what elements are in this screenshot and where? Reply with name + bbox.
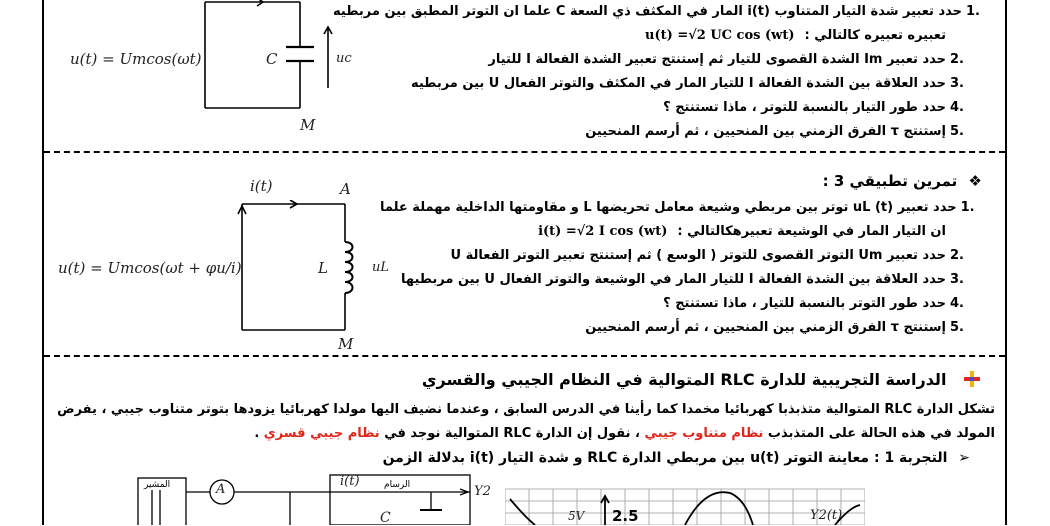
voltage-formula: u(t) =√2 UC cos (wt) (645, 28, 795, 43)
source-voltage-expression: u(t) = Umcos(ωt) (70, 50, 202, 68)
section-3-title (422, 370, 980, 389)
list-item (380, 316, 980, 340)
capacitor-label: C (380, 510, 391, 526)
question-text: حدد تعبير شدة التيار المتناوب i(t) المار في المكثف ذي السعة C علما ان التوتر المطبق بين مربطيه (333, 4, 963, 19)
question-text: حدد طور التوتر بالنسبة للتيار ، ماذا تستنتج ؟ (663, 296, 946, 311)
question-number: 3. (950, 272, 964, 287)
capacitor-voltage-label: uc (336, 51, 352, 66)
intro-paragraph-line2 (254, 422, 995, 445)
source-voltage-expression: u(t) = Umcos(ωt + φu/i) (58, 259, 242, 277)
node-m-label: M (300, 116, 316, 134)
inductor-label: L (318, 259, 328, 277)
question-number: 4. (950, 296, 964, 311)
section-divider (44, 355, 1005, 357)
para-text: ، نقول إن الدارة RLC المتوالية نوجد في (384, 426, 640, 441)
section-3-title-text: الدراسة التجريبية للدارة RLC المتوالية في النظام الجيبي والقسري (421, 370, 947, 389)
current-formula: i(t) =√2 I cos (wt) (538, 224, 668, 239)
coil-circuit-diagram (230, 200, 370, 340)
list-item (380, 48, 980, 72)
question-number: 4. (950, 100, 964, 115)
list-item (333, 0, 980, 24)
waveform-trace (510, 499, 535, 525)
coil-inductor (345, 242, 353, 293)
question-text: إستنتج τ الفرق الزمني بين المنحيين ، ثم أرسم المنحيين (585, 124, 946, 139)
list-item (380, 268, 980, 292)
question-number: 1. (966, 4, 980, 19)
coil-voltage-label: uL (372, 260, 390, 275)
exercise-3-title-text: تمرين تطبيقي 3 : (822, 172, 958, 190)
exercise-3-title (823, 172, 982, 190)
capacitor-label: C (266, 50, 278, 68)
scope-volt-division: 5V (568, 509, 585, 523)
current-label: i(t) (340, 474, 360, 489)
question-text: تعبيره تعبيره كالتالي : (804, 28, 946, 43)
experiment-1-title (383, 450, 970, 466)
question-number: 5. (950, 320, 964, 335)
question-text: ان التيار المار في الوشيعة تعبيرهكالتالي : (677, 224, 946, 239)
current-label: i(t) (250, 177, 273, 195)
list-item (380, 220, 980, 244)
resistor-label: المشير (144, 480, 171, 490)
list-item (380, 196, 980, 220)
current-arrowhead (257, 0, 263, 6)
list-item (380, 24, 980, 48)
list-item (380, 292, 980, 316)
question-number: 2. (950, 52, 964, 67)
list-item (380, 96, 980, 120)
rlc-experiment-circuit (130, 470, 500, 525)
question-text: حدد العلاقة بين الشدة الفعالة I للتيار المار في الوشيعة والتوتر الفعال U بين مربطيها (400, 272, 946, 287)
question-text: حدد تعبير Um التوتر القصوى للتوتر ( الوسع ) ثم إستنتج تعبير التوتر الفعالة U (450, 248, 946, 263)
question-number: 2. (950, 248, 964, 263)
node-m-label: M (338, 335, 354, 353)
list-item (380, 72, 980, 96)
question-number: 5. (950, 124, 964, 139)
diamond-bullet-icon: ❖ (968, 172, 982, 190)
node-a-label: A (340, 180, 351, 198)
y2-label: Y2 (474, 484, 491, 499)
scope-trace-label: Y2(t) (810, 508, 843, 523)
left-margin-rule (42, 0, 44, 525)
right-margin-rule (1005, 0, 1007, 525)
intro-paragraph-line1: تشكل الدارة RLC المتوالية متذبذبا كهربائيا مخمدا كما رأينا في الدرس السابق ، وعندما نضيف اليها مولدا كهربائيا يزودها بتوتر متناوب جيبي ، يفرض (57, 402, 995, 417)
channel-label: الرسام (384, 480, 411, 490)
pointer-bullet-icon (964, 371, 980, 387)
para-text: . (254, 426, 260, 441)
highlight-forced-regime: نظام جيبي قسري (263, 426, 380, 441)
waveform-trace (685, 492, 753, 525)
highlight-sine-regime: نظام متناوب جيبي (644, 426, 764, 441)
ammeter-label: A (216, 482, 226, 497)
question-number: 1. (960, 200, 975, 215)
question-number: 3. (950, 76, 964, 91)
scope-value-label: 2.5 (612, 507, 639, 525)
list-item (380, 120, 980, 144)
question-text: حدد تعبير Im الشدة القصوى للتيار ثم إستنتج تعبير الشدة الفعالة I للتيار (488, 52, 946, 67)
section1-questions (333, 0, 980, 144)
question-text: حدد طور التيار بالنسبة للتوتر ، ماذا تستنتج ؟ (663, 100, 946, 115)
question-text: حدد تعبير uL (t) توتر بين مربطي وشيعة معامل تحريضها L و مقاومتها الداخلية مهملة علما (380, 200, 957, 215)
list-item (380, 244, 980, 268)
para-text: المولد في هذه الحالة على المتذبذب (767, 426, 995, 441)
question-text: حدد العلاقة بين الشدة الفعالة I للتيار المار في المكثف والتوتر الفعال U بين مربطيه (410, 76, 946, 91)
question-text: إستنتج τ الفرق الزمني بين المنحيين ، ثم أرسم المنحيين (585, 320, 946, 335)
section-divider (44, 151, 1005, 153)
section2-questions (380, 196, 980, 340)
arrow-bullet-icon: ➢ (958, 450, 970, 466)
experiment-1-text: التجربة 1 : معاينة التوتر u(t) بين مربطي الدارة RLC و شدة التيار i(t) بدلالة الزمن (382, 450, 948, 466)
